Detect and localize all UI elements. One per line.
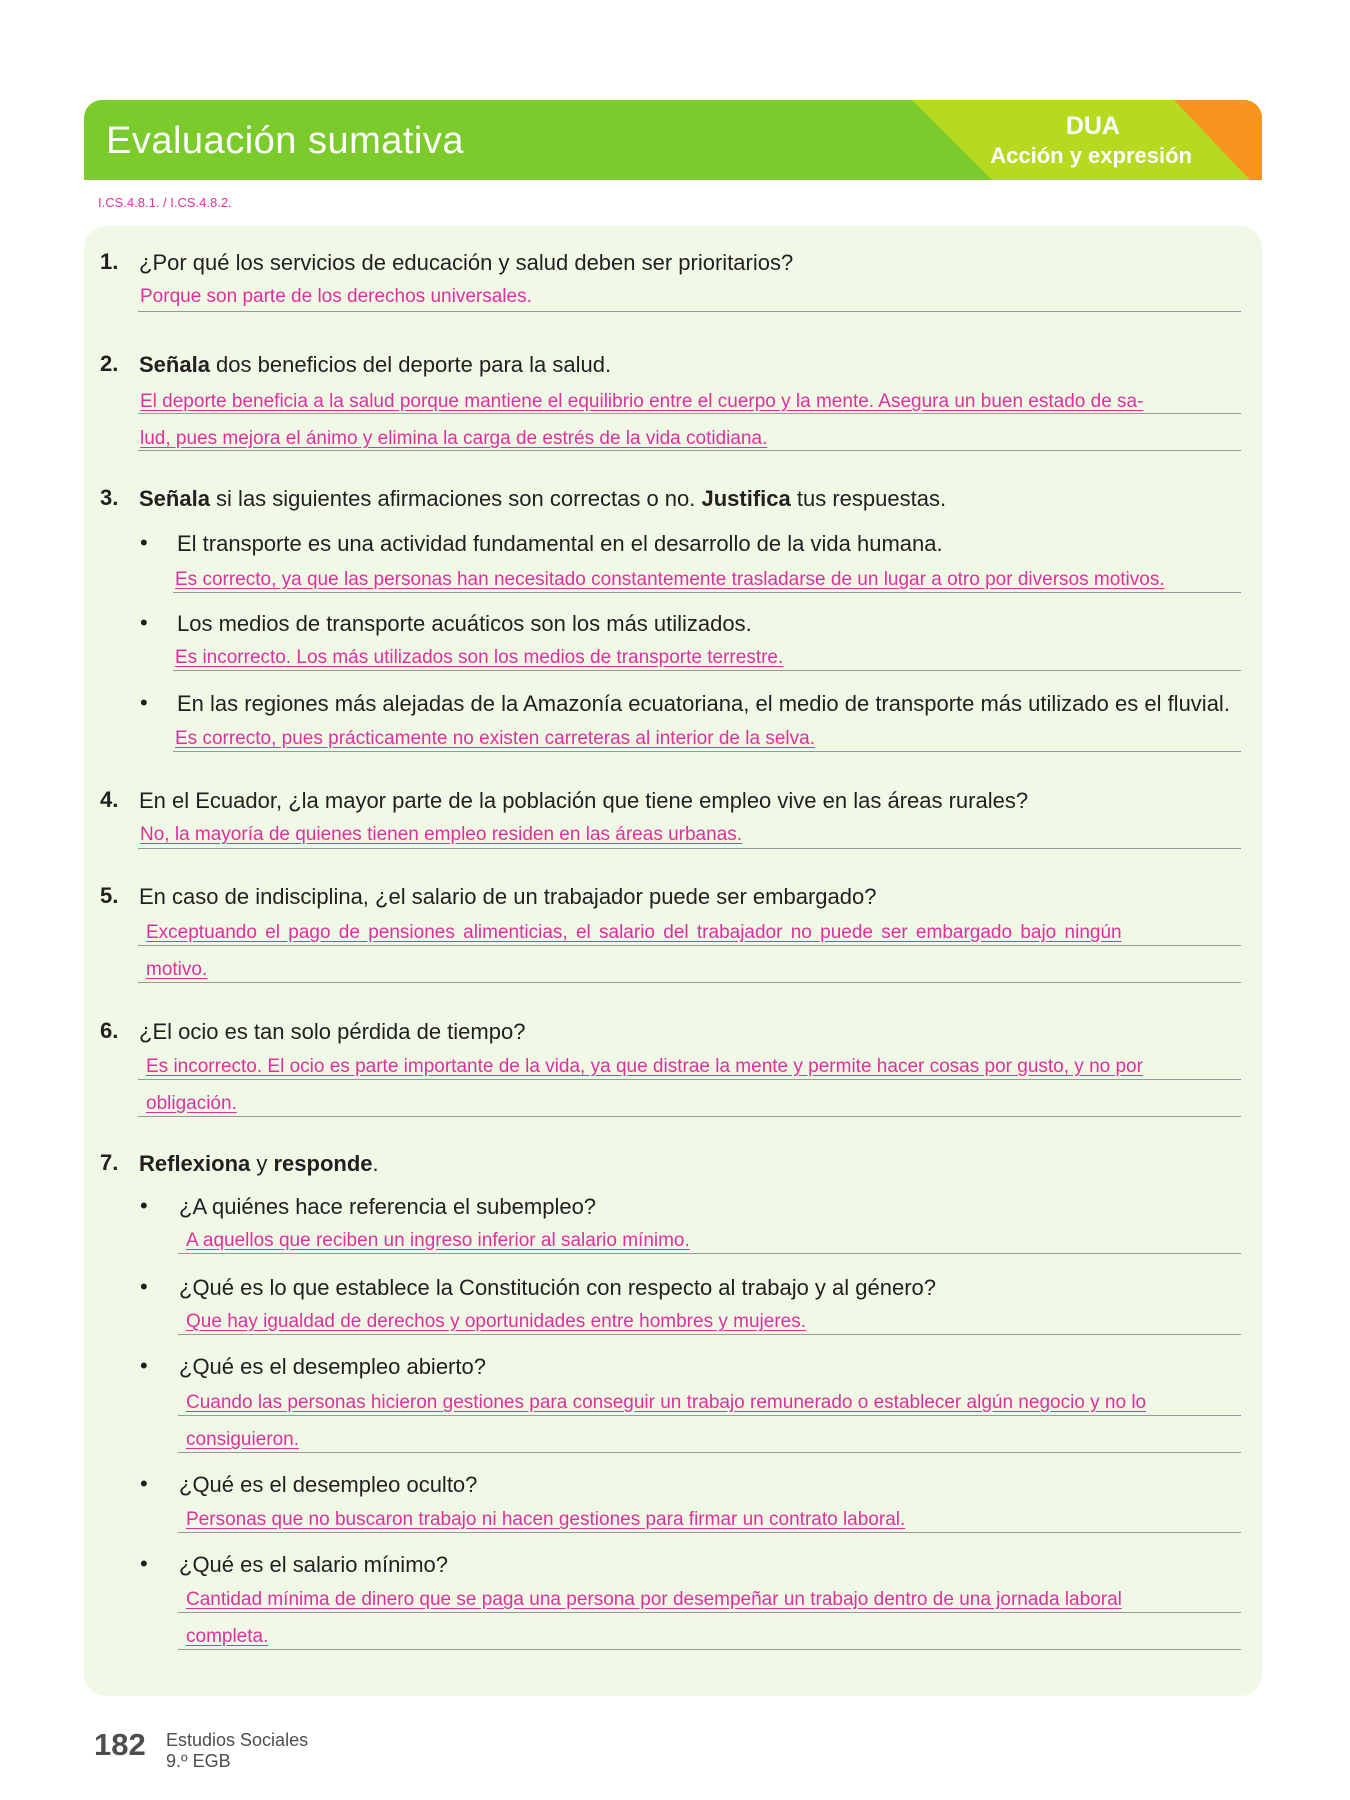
question-text: ¿Por qué los servicios de educación y salud deben ser prioritarios?: [139, 250, 794, 275]
question-text: Señala si las siguientes afirmaciones son correctas o no. Justifica tus respuestas.: [139, 486, 947, 511]
answer-line: [173, 670, 1241, 671]
question-number: 3.: [100, 485, 119, 510]
bullet: •: [140, 1353, 148, 1378]
answer-line: [178, 1612, 1241, 1613]
answer-text: Personas que no buscaron trabajo ni hacen gestiones para firmar un contrato laboral.: [186, 1509, 906, 1530]
statement-text: El transporte es una actividad fundamental en el desarrollo de la vida humana.: [177, 531, 943, 556]
question-text: ¿El ocio es tan solo pérdida de tiempo?: [139, 1019, 526, 1044]
statement-text: En las regiones más alejadas de la Amazonía ecuatoriana, el medio de transporte más utilizado es el fluvial.: [177, 691, 1230, 716]
answer-line: [138, 848, 1241, 849]
answer-text: Es correcto, ya que las personas han necesitado constantemente trasladarse de un lugar a otro por diversos motivos.: [175, 569, 1165, 590]
answer-line: [178, 1253, 1241, 1254]
answer-text: Es incorrecto. El ocio es parte importante de la vida, ya que distrae la mente y permite hacer cosas por gusto, y no por: [146, 1056, 1143, 1077]
answer-text: Que hay igualdad de derechos y oportunidades entre hombres y mujeres.: [186, 1311, 806, 1332]
question-number: 2.: [100, 351, 119, 376]
answer-text: Exceptuando el pago de pensiones alimenticias, el salario del trabajador no puede ser embargado bajo ningún: [146, 922, 1122, 943]
instruction-verb: Reflexiona: [139, 1151, 251, 1176]
question-number: 5.: [100, 883, 119, 908]
sub-question-text: ¿Qué es el salario mínimo?: [179, 1552, 448, 1577]
sub-question-text: ¿Qué es el desempleo abierto?: [179, 1354, 486, 1379]
footer-subject: Estudios Sociales: [166, 1730, 309, 1750]
answer-text: completa.: [186, 1626, 269, 1647]
bullet: •: [140, 1551, 148, 1576]
section-header: [84, 100, 1262, 180]
answer-line: [138, 945, 1241, 946]
bullet: •: [140, 610, 148, 635]
dua-title: DUA: [1065, 112, 1120, 140]
sub-question-text: ¿A quiénes hace referencia el subempleo?: [179, 1194, 597, 1219]
answer-text: Cuando las personas hicieron gestiones para conseguir un trabajo remunerado o establecer algún negocio y no lo: [186, 1392, 1147, 1413]
answer-line: [138, 311, 1241, 312]
answer-line: [178, 1649, 1241, 1650]
answer-text: No, la mayoría de quienes tienen empleo residen en las áreas urbanas.: [140, 824, 743, 845]
answer-line: [138, 1079, 1241, 1080]
bullet: •: [140, 1274, 148, 1299]
footer-grade: 9.º EGB: [166, 1751, 231, 1771]
dua-subtitle: Acción y expresión: [990, 143, 1192, 168]
bullet: •: [140, 1193, 148, 1218]
answer-text: Es incorrecto. Los más utilizados son los medios de transporte terrestre.: [175, 647, 784, 668]
answer-line: [138, 450, 1241, 451]
answer-text: Porque son parte de los derechos universales.: [140, 286, 532, 307]
section-title: Evaluación sumativa: [106, 120, 465, 162]
answer-text: El deporte beneficia a la salud porque mantiene el equilibrio entre el cuerpo y la mente. Asegura un buen estado de sa-: [140, 391, 1144, 412]
answer-line: [178, 1452, 1241, 1453]
question-text: Reflexiona y responde.: [139, 1151, 379, 1176]
bullet: •: [140, 530, 148, 555]
question-text: En el Ecuador, ¿la mayor parte de la población que tiene empleo vive en las áreas rurales?: [139, 788, 1029, 813]
answer-line: [178, 1532, 1241, 1533]
answer-text: consiguieron.: [186, 1429, 300, 1450]
answer-line: [173, 592, 1241, 593]
answer-line: [138, 982, 1241, 983]
bullet: •: [140, 690, 148, 715]
sub-question-text: ¿Qué es el desempleo oculto?: [179, 1472, 478, 1497]
question-number: 7.: [100, 1150, 119, 1175]
question-text: En caso de indisciplina, ¿el salario de un trabajador puede ser embargado?: [139, 884, 877, 909]
statement-text: Los medios de transporte acuáticos son los más utilizados.: [177, 611, 752, 636]
page-number: 182: [94, 1727, 146, 1762]
question-number: 6.: [100, 1018, 119, 1043]
answer-line: [138, 413, 1241, 414]
instruction-verb: Señala: [139, 352, 210, 377]
question-number: 4.: [100, 787, 119, 812]
question-text: Señala dos beneficios del deporte para la salud.: [139, 352, 612, 377]
answer-text: motivo.: [146, 959, 208, 980]
instruction-verb: responde: [273, 1151, 373, 1176]
answer-line: [173, 751, 1241, 752]
instruction-verb: Señala: [139, 486, 210, 511]
question-number: 1.: [100, 249, 119, 274]
instruction-verb: Justifica: [701, 486, 791, 511]
sub-question-text: ¿Qué es lo que establece la Constitución con respecto al trabajo y al género?: [179, 1275, 937, 1300]
indicator-codes: I.CS.4.8.1. / I.CS.4.8.2.: [98, 195, 232, 210]
answer-text: obligación.: [146, 1093, 237, 1114]
bullet: •: [140, 1471, 148, 1496]
answer-text: Es correcto, pues prácticamente no existen carreteras al interior de la selva.: [175, 728, 815, 749]
answer-text: lud, pues mejora el ánimo y elimina la carga de estrés de la vida cotidiana.: [140, 428, 768, 449]
answer-line: [138, 1116, 1241, 1117]
answer-text: Cantidad mínima de dinero que se paga una persona por desempeñar un trabajo dentro de una jornada laboral: [186, 1589, 1122, 1610]
answer-line: [178, 1415, 1241, 1416]
answer-text: A aquellos que reciben un ingreso inferior al salario mínimo.: [186, 1230, 690, 1251]
answer-line: [178, 1334, 1241, 1335]
dua-badge: [892, 100, 1262, 180]
